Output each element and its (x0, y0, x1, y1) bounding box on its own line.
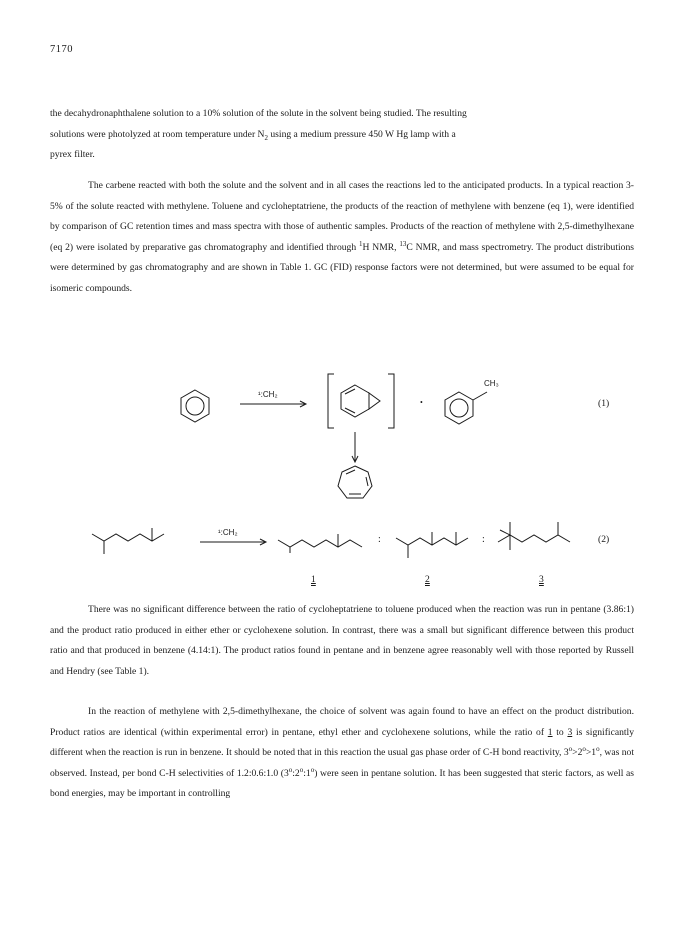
product-3-structure (498, 522, 570, 550)
eq1-label: (1) (598, 398, 610, 409)
eq1-reagent: ¹:CH₂ (258, 390, 278, 399)
paragraph-2 (50, 176, 634, 300)
eq2-reagent: ¹:CH₂ (218, 528, 238, 537)
para4-deg-4: o (288, 765, 293, 774)
para4-text-g: :2 (292, 767, 300, 779)
para4-text-a: In the reaction of methylene with 2,5-dimethylhexane, the choice of solvent was again found to have an effect on the product distribution. Product ratios are identical (within experimental error) in pentane, ethyl ether and cyclohexene solutions, while the ratio of (50, 706, 634, 738)
paragraph-1 (50, 104, 634, 166)
para4-deg-3: o (596, 745, 600, 753)
product-1-label: 1 (311, 574, 316, 585)
eq2-label: (2) (598, 534, 610, 545)
para2-h-sup: 1 (359, 239, 363, 248)
rearrangement-arrow (352, 432, 358, 462)
para2-text-c: C NMR, and mass spectrometry. The product distributions were determined by gas chromatography and are shown in Table 1. GC (FID) response factors were not determined, but were assumed to be equal for isomeric compounds. (50, 241, 634, 294)
para1-line3: pyrex filter. (50, 149, 95, 161)
toluene-structure (445, 392, 487, 424)
para4-deg-2: o (582, 745, 586, 753)
paragraph-4 (50, 702, 634, 805)
product-3-label: 3 (539, 574, 544, 585)
para4-ref-3: 3 (567, 726, 573, 738)
para4-deg-5: o (299, 765, 304, 774)
para2-text-b: H NMR, (362, 241, 400, 253)
para1-line2-sub: 2 (264, 133, 268, 142)
para4-deg-6: o (310, 765, 315, 774)
norcaradiene-intermediate (328, 374, 394, 428)
para4-text-d: >2 (572, 747, 583, 759)
eq1-arrow (240, 401, 306, 407)
dimethylhexane-structure (92, 528, 164, 554)
para2-text-a: The carbene reacted with both the solute and the solvent and in all cases the reactions led to the anticipated products. In a typical reaction 3-5% of the solute reacted with methylene. Toluene and cycloheptatriene, the products of the reaction of methylene with benzene (eq 1), were identified by comparison of GC retention times and mass spectra with those of authentic samples. Products of the reaction of methylene with 2,5-dimethylhexane (eq 2) were isolated by preparative gas chromatography and identified through (50, 180, 634, 253)
cycloheptatriene-structure (338, 466, 372, 498)
reaction-scheme (0, 370, 680, 600)
para4-text-f: , was not observed. Instead, per bond C-H selectivities of 1.2:0.6:1.0 (3 (50, 747, 635, 779)
para4-deg-1: o (568, 745, 573, 753)
para4-ref-1: 1 (547, 726, 553, 738)
eq2-plus-1: : (378, 534, 381, 545)
benzene-structure (181, 390, 209, 422)
page-number: 7170 (50, 44, 73, 55)
eq1-methyl-label: CH₃ (484, 379, 499, 388)
para1-line1: the decahydronaphthalene solution to a 10% solution of the solute in the solvent being studied. The resulting (50, 108, 467, 119)
para4-text-h: :1 (303, 767, 311, 779)
para2-c-sup: 13 (399, 239, 407, 248)
product-1-structure (278, 534, 362, 553)
paragraph-3: There was no significant difference between the ratio of cycloheptatriene to toluene produced when the reaction was run in pentane (3.86:1) and the product ratio produced in either ether or cyclohexene solution. In contrast, there was a small but significant difference between this product ratio and that produced in benzene (4.14:1). The product ratios found in pentane and in benzene agree reasonably well with those reported by Russell and Hendry (see Table 1). (50, 604, 634, 677)
eq2-arrow (200, 539, 266, 545)
para4-text-i: ) were seen in pentane solution. It has been suggested that steric factors, as well as bond energies, may be important in controlling (50, 767, 634, 800)
product-2-structure (396, 532, 468, 558)
para4-text-e: >1 (585, 747, 597, 759)
eq2-plus-2: : (482, 534, 485, 545)
para1-line2b: using a medium pressure 450 W Hg lamp with a (267, 128, 456, 140)
para4-text-b: to (552, 726, 568, 738)
eq1-plus: • (420, 398, 423, 407)
para4-text-c: is significantly different when the reaction is run in benzene. It should be noted that in this reaction the usual gas phase order of C-H bond reactivity, 3 (50, 726, 635, 759)
product-2-label: 2 (425, 574, 430, 585)
para1-line2a: solutions were photolyzed at room temperature under N (50, 128, 265, 140)
reaction-scheme-drawing (0, 370, 680, 600)
